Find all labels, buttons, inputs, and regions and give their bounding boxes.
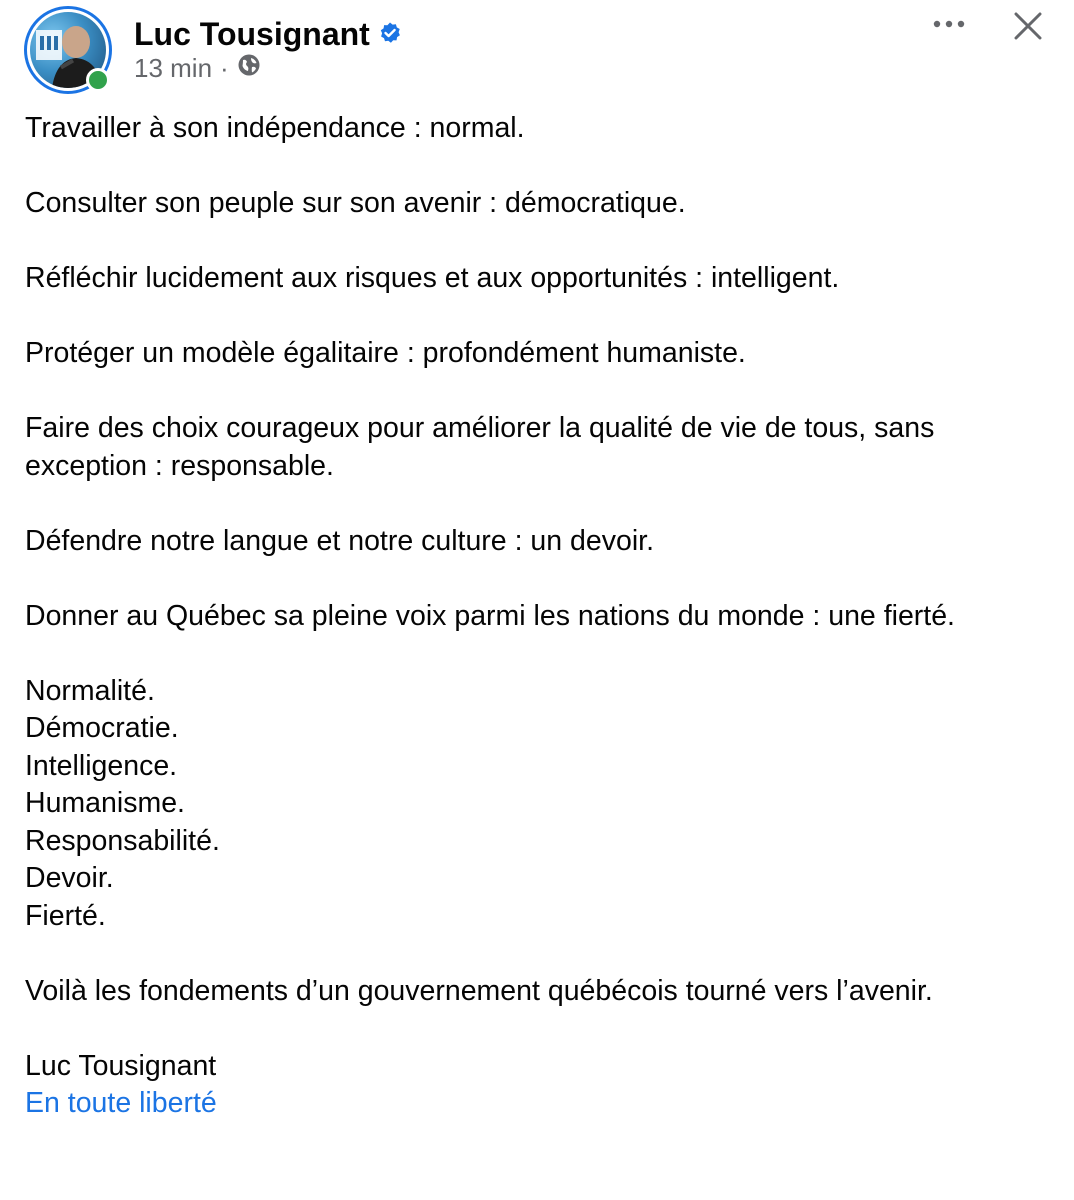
globe-icon[interactable]	[237, 52, 261, 84]
tagline-link[interactable]: En toute liberté	[25, 1087, 217, 1119]
signature: Luc Tousignant	[25, 1049, 217, 1082]
value-item: Démocratie.	[25, 712, 179, 744]
post-line: Défendre notre langue et notre culture : un devoir.	[25, 524, 654, 557]
value-item: Intelligence.	[25, 749, 178, 782]
value-item: Fierté.	[25, 899, 106, 932]
post-line: Consulter son peuple sur son avenir : démocratique.	[25, 187, 686, 219]
post-text	[25, 110, 1055, 1123]
post-line: Donner au Québec sa pleine voix parmi les nations du monde : une fierté.	[25, 599, 955, 632]
post-meta	[134, 52, 261, 84]
value-item: Normalité.	[25, 674, 155, 707]
author-name[interactable]: Luc Tousignant	[134, 16, 370, 52]
online-status-dot	[86, 68, 110, 92]
post-line: Travailler à son indépendance : normal.	[25, 112, 525, 144]
closing-line: Voilà les fondements d’un gouvernement québécois tourné vers l’avenir.	[25, 974, 933, 1007]
meta-separator: ·	[220, 53, 229, 83]
post-time[interactable]: 13 min	[134, 53, 213, 83]
post-line: Protéger un modèle égalitaire : profondément humaniste.	[25, 337, 746, 369]
value-item: Devoir.	[25, 862, 114, 894]
post-line: Réfléchir lucidement aux risques et aux opportunités : intelligent.	[25, 262, 840, 294]
post-header	[0, 0, 1074, 100]
signature-block	[25, 1048, 1055, 1123]
verified-badge-icon	[378, 14, 402, 54]
values-list	[25, 673, 1055, 936]
author-name-row[interactable]	[134, 14, 402, 54]
value-item: Responsabilité.	[25, 824, 220, 857]
value-item: Humanisme.	[25, 787, 185, 819]
more-options-icon[interactable]	[932, 14, 966, 34]
post-line: Faire des choix courageux pour améliorer la qualité de vie de tous, sans exception : responsable.	[25, 412, 935, 482]
close-icon[interactable]	[1010, 8, 1046, 44]
